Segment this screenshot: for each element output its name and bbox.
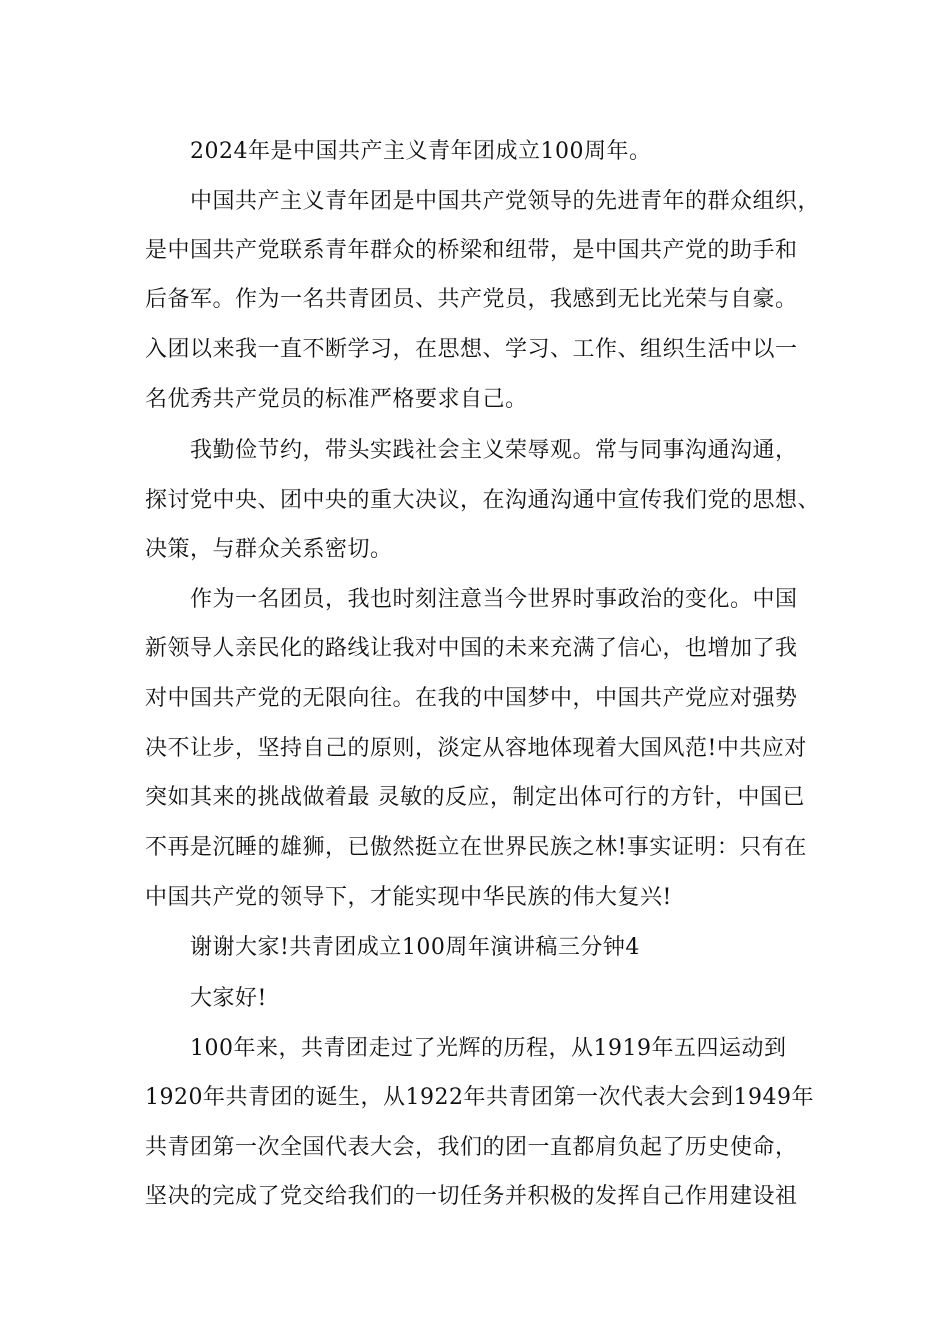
text-line: 中国共产党的领导下，才能实现中华民族的伟大复兴! — [145, 885, 672, 910]
text-line: 中国共产主义青年团是中国共产党领导的先进青年的群众组织， — [190, 189, 821, 214]
text-line: 后备军。作为一名共青团员、共产党员，我感到无比光荣与自豪。 — [145, 287, 798, 312]
text-line: 决策，与群众关系密切。 — [145, 537, 393, 562]
text-line: 探讨党中央、团中央的重大决议，在沟通沟通中宣传我们党的思想、 — [145, 488, 821, 513]
text-line: 突如其来的挑战做着最 灵敏的反应，制定出体可行的方针，中国已 — [145, 785, 805, 810]
text-line: 入团以来我一直不断学习，在思想、学习、工作、组织生活中以一 — [145, 337, 798, 362]
text-line: 共青团第一次全国代表大会，我们的团一直都肩负起了历史使命， — [145, 1135, 798, 1160]
text-line: 决不让步，坚持自己的原则，淡定从容地体现着大国风范!中共应对 — [145, 736, 807, 761]
text-line: 新领导人亲民化的路线让我对中国的未来充满了信心，也增加了我 — [145, 636, 798, 661]
text-line: 我勤俭节约，带头实践社会主义荣辱观。常与同事沟通沟通， — [190, 438, 798, 463]
text-line: 谢谢大家!共青团成立100周年演讲稿三分钟4 — [190, 935, 640, 960]
text-line: 是中国共产党联系青年群众的桥梁和纽带，是中国共产党的助手和 — [145, 238, 798, 263]
text-line: 2024年是中国共产主义青年团成立100周年。 — [190, 139, 652, 164]
text-line: 作为一名团员，我也时刻注意当今世界时事政治的变化。中国 — [190, 587, 798, 612]
text-line: 100年来，共青团走过了光辉的历程，从1919年五四运动到 — [190, 1036, 787, 1061]
text-line: 对中国共产党的无限向往。在我的中国梦中，中国共产党应对强势 — [145, 686, 798, 711]
text-line: 不再是沉睡的雄狮，已傲然挺立在世界民族之林!事实证明：只有在 — [145, 835, 807, 860]
text-line: 名优秀共产党员的标准严格要求自己。 — [145, 387, 528, 412]
text-line: 坚决的完成了党交给我们的一切任务并积极的发挥自己作用建设祖 — [145, 1184, 798, 1209]
text-line: 大家好! — [190, 986, 267, 1011]
text-line: 1920年共青团的诞生，从1922年共青团第一次代表大会到1949年 — [145, 1085, 814, 1110]
